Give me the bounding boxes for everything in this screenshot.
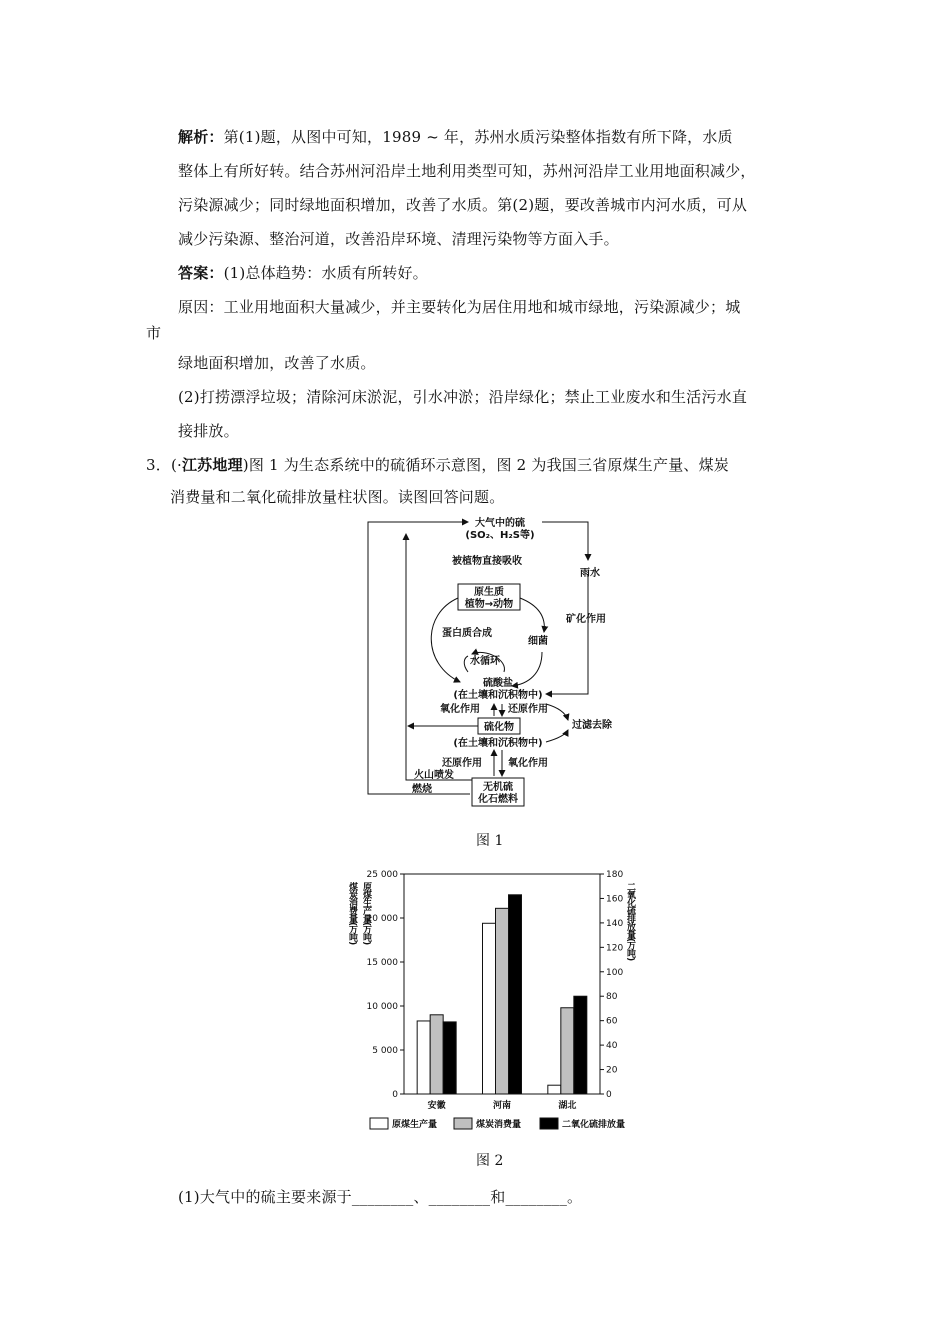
- fossil-fuel-label: 化石燃料: [478, 794, 518, 805]
- y-axis-right-label: 二氧化硫排放量(万吨): [625, 882, 635, 961]
- legend-swatch: [540, 1118, 558, 1129]
- bar-1-0: [483, 923, 496, 1094]
- plant-animal-label: 植物→动物: [464, 599, 514, 610]
- rain-label: 雨水: [580, 568, 600, 579]
- question-number: 3．(·: [146, 456, 182, 474]
- sulfide-label: 硫化物: [484, 722, 514, 733]
- coal-sulfur-bar-chart: [330, 862, 650, 1142]
- legend-label: 二氧化硫排放量: [562, 1120, 626, 1130]
- analysis-line-1: [178, 126, 733, 147]
- bar-0-0: [417, 1021, 430, 1094]
- bacteria-label: 细菌: [528, 636, 548, 647]
- mineralization-label: 矿化作用: [566, 614, 606, 625]
- analysis-line-3: 污染源减少；同时绿地面积增加，改善了水质。第(2)题，要改善城市内河水质，可从: [178, 196, 748, 214]
- right-tick-label: 160: [606, 894, 624, 905]
- category-label: 河南: [492, 1101, 512, 1111]
- analysis-line-4: 减少污染源、整治河道，改善沿岸环境、清理污染物等方面入手。: [178, 230, 619, 248]
- right-tick-label: 180: [606, 870, 624, 880]
- y-axis-left-label-1: 原煤生产量(万吨): [361, 882, 371, 945]
- left-tick-label: 15 000: [366, 958, 398, 968]
- left-tick-label: 25 000: [366, 870, 398, 880]
- bar-1-1: [496, 908, 509, 1094]
- sulfide-location: (在土壤和沉积物中): [453, 738, 543, 749]
- analysis-text: 第(1)题，从图中可知，1989 ~ 年，苏州水质污染整体指数有所下降，水质: [223, 128, 733, 146]
- legend-label: 煤炭消费量: [476, 1120, 522, 1130]
- left-tick-label: 0: [392, 1090, 398, 1100]
- right-tick-label: 40: [606, 1041, 618, 1052]
- bar-2-2: [574, 996, 587, 1094]
- left-tick-label: 10 000: [366, 1002, 398, 1012]
- left-tick-label: 5 000: [372, 1046, 398, 1056]
- right-tick-label: 20: [606, 1065, 618, 1076]
- volcano-label: 火山喷发: [414, 770, 454, 781]
- bar-0-1: [430, 1015, 443, 1094]
- answer-line-5: (2)打捞漂浮垃圾；清除河床淤泥，引水冲淤；沿岸绿化；禁止工业废水和生活污水直: [178, 388, 748, 406]
- bar-2-0: [548, 1085, 561, 1094]
- right-tick-label: 140: [606, 918, 624, 929]
- answer-line-4: 绿地面积增加，改善了水质。: [178, 354, 376, 372]
- protoplasm-label: 原生质: [474, 587, 504, 598]
- right-tick-label: 120: [606, 943, 624, 954]
- figure-2-caption: 图 2: [476, 1153, 504, 1169]
- answer-line-2: 原因：工业用地面积大量减少，并主要转化为居住用地和城市绿地，污染源减少；城: [178, 298, 741, 316]
- analysis-line-2: 整体上有所好转。结合苏州河沿岸土地利用类型可知，苏州河沿岸工业用地面积减少，: [178, 162, 756, 180]
- sulfate-label: 硫酸盐: [483, 678, 513, 689]
- right-tick-label: 80: [606, 992, 618, 1003]
- y-axis-left-label-2: 煤炭消费量(万吨): [347, 882, 357, 945]
- sulfate-location: (在土壤和沉积物中): [453, 690, 543, 701]
- absorb-label: 被植物直接吸收: [452, 556, 522, 567]
- legend-swatch: [370, 1118, 388, 1129]
- oxidation-label-1: 氧化作用: [440, 704, 480, 715]
- left-tick-label: 20 000: [366, 914, 398, 924]
- legend-swatch: [454, 1118, 472, 1129]
- sulfur-cycle-diagram: [360, 514, 640, 814]
- question-text: )图 1 为生态系统中的硫循环示意图，图 2 为我国三省原煤生产量、煤炭: [242, 456, 729, 474]
- figure-1-caption: 图 1: [476, 833, 504, 849]
- bar-1-2: [509, 895, 522, 1094]
- protein-label: 蛋白质合成: [442, 628, 492, 639]
- legend-label: 原煤生产量: [392, 1120, 438, 1130]
- water-cycle-label: 水循环: [470, 656, 500, 667]
- answer-text: (1)总体趋势：水质有所转好。: [223, 264, 428, 282]
- analysis-label: 解析：: [178, 128, 224, 146]
- category-label: 安徽: [427, 1101, 446, 1111]
- right-tick-label: 0: [606, 1090, 612, 1100]
- answer-label: 答案：: [178, 264, 224, 282]
- question-3-sub-1: (1)大气中的硫主要来源于________、________和________。: [178, 1188, 583, 1206]
- bar-2-1: [561, 1008, 574, 1094]
- answer-line-6: 接排放。: [178, 422, 239, 440]
- category-label: 湖北: [558, 1101, 577, 1111]
- question-3-line-2: 消费量和二氧化硫排放量柱状图。读图回答问题。: [170, 488, 505, 506]
- right-tick-label: 60: [606, 1016, 618, 1027]
- bar-0-2: [443, 1022, 456, 1094]
- atm-sulfur-sub: (SO₂、H₂S等): [465, 530, 535, 541]
- right-tick-label: 100: [606, 967, 624, 978]
- filter-label: 过滤去除: [572, 720, 612, 731]
- answer-line-3: 市: [146, 324, 162, 342]
- oxidation-label-2: 氧化作用: [508, 758, 548, 769]
- question-source: 江苏地理: [181, 456, 243, 474]
- reduction-label-1: 还原作用: [508, 704, 548, 715]
- answer-line-1: [178, 262, 428, 283]
- reduction-label-2: 还原作用: [442, 758, 482, 769]
- question-3-line-1: [146, 454, 729, 475]
- atm-sulfur-label: 大气中的硫: [475, 518, 525, 529]
- inorganic-sulfur-label: 无机硫: [483, 782, 513, 793]
- burn-label: 燃烧: [412, 784, 432, 795]
